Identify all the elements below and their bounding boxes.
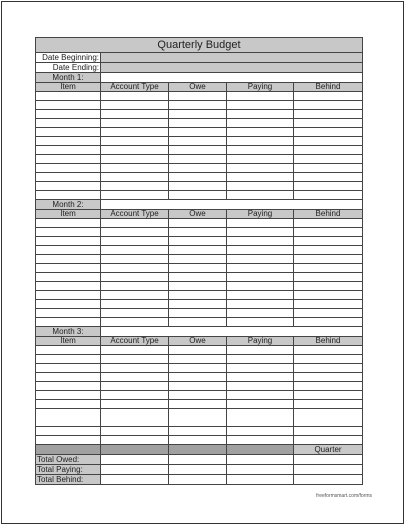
column-header: Paying: [227, 337, 294, 346]
table-cell[interactable]: [101, 246, 169, 255]
table-cell[interactable]: [101, 291, 169, 300]
table-cell[interactable]: [101, 282, 169, 291]
table-row: [35, 309, 363, 318]
table-cell[interactable]: [227, 255, 294, 264]
table-cell[interactable]: [169, 191, 227, 200]
table-cell[interactable]: [101, 309, 169, 318]
table-cell[interactable]: [35, 173, 101, 182]
table-cell[interactable]: [227, 400, 294, 409]
table-cell[interactable]: [294, 309, 363, 318]
table-row: [35, 92, 363, 101]
table-cell[interactable]: [169, 382, 227, 391]
table-cell[interactable]: [227, 364, 294, 373]
table-cell[interactable]: [227, 191, 294, 200]
table-row: [35, 427, 363, 436]
table-cell[interactable]: [35, 228, 101, 237]
table-row: [35, 264, 363, 273]
table-cell[interactable]: [227, 373, 294, 382]
table-cell[interactable]: [169, 309, 227, 318]
column-header: Owe: [169, 337, 227, 346]
table-cell[interactable]: [227, 436, 294, 445]
total-cell[interactable]: [227, 465, 294, 475]
table-cell[interactable]: [294, 264, 363, 273]
table-cell[interactable]: [101, 137, 169, 146]
column-header: Behind: [294, 210, 363, 219]
month-header-row: [35, 73, 363, 83]
table-cell[interactable]: [101, 219, 169, 228]
table-row: [35, 119, 363, 128]
table-row: [35, 409, 363, 427]
table-row: [35, 282, 363, 291]
table-cell[interactable]: [227, 346, 294, 355]
column-header: Owe: [169, 83, 227, 92]
month-blank: [101, 327, 363, 337]
table-cell[interactable]: [227, 309, 294, 318]
total-cell[interactable]: [101, 475, 169, 485]
table-cell[interactable]: [169, 391, 227, 400]
table-cell[interactable]: [169, 373, 227, 382]
table-cell[interactable]: [35, 246, 101, 255]
table-cell[interactable]: [101, 355, 169, 364]
table-cell[interactable]: [169, 137, 227, 146]
table-cell[interactable]: [35, 119, 101, 128]
table-cell[interactable]: [227, 382, 294, 391]
table-row: [35, 146, 363, 155]
quarter-label: Quarter: [294, 445, 363, 455]
table-row: [35, 382, 363, 391]
table-cell[interactable]: [169, 427, 227, 436]
table-cell[interactable]: [101, 427, 169, 436]
table-cell[interactable]: [294, 119, 363, 128]
table-cell[interactable]: [35, 264, 101, 273]
table-cell[interactable]: [35, 137, 101, 146]
column-header: Item: [35, 83, 101, 92]
table-cell[interactable]: [294, 137, 363, 146]
table-cell[interactable]: [227, 146, 294, 155]
table-row: [35, 273, 363, 282]
table-cell[interactable]: [169, 273, 227, 282]
table-row: [35, 346, 363, 355]
table-cell[interactable]: [169, 228, 227, 237]
table-cell[interactable]: [35, 237, 101, 246]
table-cell[interactable]: [35, 318, 101, 327]
table-cell[interactable]: [35, 182, 101, 191]
total-cell[interactable]: [169, 475, 227, 485]
table-cell[interactable]: [169, 364, 227, 373]
quarter-row: [35, 445, 363, 455]
table-cell[interactable]: [294, 237, 363, 246]
table-cell[interactable]: [35, 364, 101, 373]
table-cell[interactable]: [294, 255, 363, 264]
table-cell[interactable]: [294, 409, 363, 427]
table-cell[interactable]: [35, 391, 101, 400]
table-cell[interactable]: [101, 391, 169, 400]
column-header: Item: [35, 337, 101, 346]
table-cell[interactable]: [227, 264, 294, 273]
month-blank: [101, 200, 363, 210]
table-cell[interactable]: [35, 128, 101, 137]
table-cell[interactable]: [294, 191, 363, 200]
table-cell[interactable]: [101, 119, 169, 128]
table-cell[interactable]: [294, 128, 363, 137]
total-cell[interactable]: [294, 465, 363, 475]
table-row: [35, 318, 363, 327]
table-row: [35, 164, 363, 173]
table-cell[interactable]: [169, 128, 227, 137]
column-header: Account Type: [101, 210, 169, 219]
month-label: Month 2:: [35, 200, 101, 210]
table-cell[interactable]: [101, 92, 169, 101]
table-cell[interactable]: [294, 110, 363, 119]
total-label: Total Behind:: [35, 475, 101, 485]
table-cell[interactable]: [294, 282, 363, 291]
table-cell[interactable]: [35, 282, 101, 291]
month-header-row: [35, 200, 363, 210]
table-cell[interactable]: [35, 255, 101, 264]
table-cell[interactable]: [101, 128, 169, 137]
table-cell[interactable]: [35, 346, 101, 355]
column-header: Item: [35, 210, 101, 219]
table-cell[interactable]: [227, 92, 294, 101]
table-cell[interactable]: [169, 409, 227, 427]
table-cell[interactable]: [35, 427, 101, 436]
total-row: [35, 475, 363, 485]
table-cell[interactable]: [227, 110, 294, 119]
table-cell[interactable]: [101, 346, 169, 355]
total-cell[interactable]: [169, 455, 227, 465]
table-cell[interactable]: [169, 246, 227, 255]
month-header-row: [35, 327, 363, 337]
table-cell[interactable]: [101, 373, 169, 382]
table-row: [35, 101, 363, 110]
table-cell[interactable]: [227, 128, 294, 137]
table-cell[interactable]: [35, 355, 101, 364]
table-row: [35, 182, 363, 191]
table-cell[interactable]: [294, 182, 363, 191]
month-label: Month 1:: [35, 73, 101, 83]
table-cell[interactable]: [294, 300, 363, 309]
table-row: [35, 237, 363, 246]
table-row: [35, 255, 363, 264]
table-cell[interactable]: [169, 282, 227, 291]
table-cell[interactable]: [294, 373, 363, 382]
table-cell[interactable]: [294, 228, 363, 237]
table-row: [35, 155, 363, 164]
table-row: [35, 400, 363, 409]
table-row: [35, 173, 363, 182]
column-header-row: [35, 210, 363, 219]
table-cell[interactable]: [227, 355, 294, 364]
table-cell[interactable]: [101, 382, 169, 391]
table-cell[interactable]: [169, 219, 227, 228]
date-beginning-row: [35, 53, 363, 63]
total-cell[interactable]: [227, 455, 294, 465]
table-cell[interactable]: [101, 191, 169, 200]
total-row: [35, 465, 363, 475]
table-row: [35, 364, 363, 373]
table-cell[interactable]: [169, 255, 227, 264]
column-header: Paying: [227, 83, 294, 92]
table-cell[interactable]: [227, 237, 294, 246]
table-cell[interactable]: [169, 237, 227, 246]
footer-text: freeformsmart.com/forms: [316, 493, 372, 499]
table-cell[interactable]: [35, 101, 101, 110]
table-cell[interactable]: [227, 291, 294, 300]
column-header: Account Type: [101, 337, 169, 346]
table-cell[interactable]: [35, 146, 101, 155]
table-cell[interactable]: [101, 300, 169, 309]
table-cell[interactable]: [227, 182, 294, 191]
table-cell[interactable]: [294, 92, 363, 101]
column-header-row: [35, 83, 363, 92]
table-cell[interactable]: [227, 300, 294, 309]
table-cell[interactable]: [35, 110, 101, 119]
table-cell[interactable]: [169, 355, 227, 364]
table-cell[interactable]: [169, 173, 227, 182]
total-cell[interactable]: [101, 455, 169, 465]
table-cell[interactable]: [169, 291, 227, 300]
date-beginning-field[interactable]: [101, 53, 363, 63]
table-cell[interactable]: [101, 228, 169, 237]
column-header: Account Type: [101, 83, 169, 92]
column-header: Behind: [294, 337, 363, 346]
date-beginning-label: Date Beginning:: [35, 53, 101, 63]
budget-sheet: [35, 37, 363, 485]
table-cell[interactable]: [101, 409, 169, 427]
table-cell[interactable]: [35, 300, 101, 309]
months-container: [35, 73, 363, 445]
table-cell[interactable]: [294, 155, 363, 164]
table-cell[interactable]: [227, 282, 294, 291]
total-cell[interactable]: [169, 465, 227, 475]
table-cell[interactable]: [294, 364, 363, 373]
table-cell[interactable]: [169, 264, 227, 273]
table-cell[interactable]: [169, 182, 227, 191]
table-cell[interactable]: [294, 382, 363, 391]
table-cell[interactable]: [101, 400, 169, 409]
table-cell[interactable]: [35, 291, 101, 300]
date-ending-label: Date Ending:: [35, 63, 101, 73]
table-cell[interactable]: [169, 300, 227, 309]
table-cell[interactable]: [35, 400, 101, 409]
column-header: Owe: [169, 210, 227, 219]
table-cell[interactable]: [294, 273, 363, 282]
date-ending-row: [35, 63, 363, 73]
table-cell[interactable]: [35, 436, 101, 445]
total-cell[interactable]: [294, 475, 363, 485]
table-row: [35, 391, 363, 400]
table-row: [35, 291, 363, 300]
table-cell[interactable]: [101, 173, 169, 182]
total-cell[interactable]: [101, 465, 169, 475]
table-row: [35, 300, 363, 309]
table-cell[interactable]: [101, 237, 169, 246]
table-cell[interactable]: [35, 155, 101, 164]
table-cell[interactable]: [294, 219, 363, 228]
table-cell[interactable]: [227, 228, 294, 237]
table-cell[interactable]: [227, 155, 294, 164]
table-cell[interactable]: [227, 173, 294, 182]
table-cell[interactable]: [169, 110, 227, 119]
table-cell[interactable]: [294, 146, 363, 155]
totals-container: [35, 455, 363, 485]
table-cell[interactable]: [101, 110, 169, 119]
table-cell[interactable]: [294, 164, 363, 173]
date-ending-field[interactable]: [101, 63, 363, 73]
table-cell[interactable]: [101, 436, 169, 445]
total-cell[interactable]: [227, 475, 294, 485]
table-cell[interactable]: [227, 409, 294, 427]
table-cell[interactable]: [101, 364, 169, 373]
table-cell[interactable]: [227, 391, 294, 400]
table-cell[interactable]: [294, 291, 363, 300]
table-cell[interactable]: [169, 164, 227, 173]
table-cell[interactable]: [101, 273, 169, 282]
month-blank: [101, 73, 363, 83]
total-cell[interactable]: [294, 455, 363, 465]
total-label: Total Paying:: [35, 465, 101, 475]
table-cell[interactable]: [35, 309, 101, 318]
table-row: [35, 228, 363, 237]
table-cell[interactable]: [169, 318, 227, 327]
table-cell[interactable]: [227, 219, 294, 228]
table-cell[interactable]: [227, 101, 294, 110]
table-cell[interactable]: [294, 246, 363, 255]
table-cell[interactable]: [101, 255, 169, 264]
table-row: [35, 191, 363, 200]
column-header-row: [35, 337, 363, 346]
table-cell[interactable]: [227, 119, 294, 128]
table-cell[interactable]: [35, 164, 101, 173]
table-cell[interactable]: [169, 436, 227, 445]
table-row: [35, 110, 363, 119]
month-label: Month 3:: [35, 327, 101, 337]
table-cell[interactable]: [294, 346, 363, 355]
table-cell[interactable]: [101, 101, 169, 110]
table-cell[interactable]: [101, 318, 169, 327]
table-cell[interactable]: [294, 400, 363, 409]
table-cell[interactable]: [169, 92, 227, 101]
table-cell[interactable]: [227, 273, 294, 282]
table-cell[interactable]: [169, 346, 227, 355]
column-header: Paying: [227, 210, 294, 219]
table-cell[interactable]: [35, 409, 101, 427]
table-row: [35, 128, 363, 137]
table-cell[interactable]: [169, 400, 227, 409]
table-cell[interactable]: [227, 246, 294, 255]
table-cell[interactable]: [294, 318, 363, 327]
table-cell[interactable]: [227, 318, 294, 327]
table-cell[interactable]: [35, 92, 101, 101]
table-cell[interactable]: [169, 146, 227, 155]
table-cell[interactable]: [35, 219, 101, 228]
table-row: [35, 246, 363, 255]
table-row: [35, 137, 363, 146]
table-cell[interactable]: [227, 164, 294, 173]
table-cell[interactable]: [294, 391, 363, 400]
table-cell[interactable]: [101, 182, 169, 191]
table-row: [35, 219, 363, 228]
table-cell[interactable]: [35, 373, 101, 382]
total-label: Total Owed:: [35, 455, 101, 465]
table-cell[interactable]: [294, 173, 363, 182]
table-cell[interactable]: [169, 155, 227, 164]
table-cell[interactable]: [35, 382, 101, 391]
table-cell[interactable]: [227, 137, 294, 146]
table-cell[interactable]: [294, 101, 363, 110]
table-cell[interactable]: [294, 355, 363, 364]
table-cell[interactable]: [169, 119, 227, 128]
total-row: [35, 455, 363, 465]
table-cell[interactable]: [169, 101, 227, 110]
table-cell[interactable]: [101, 146, 169, 155]
table-row: [35, 373, 363, 382]
table-cell[interactable]: [35, 273, 101, 282]
table-cell[interactable]: [35, 191, 101, 200]
column-header: Behind: [294, 83, 363, 92]
table-cell[interactable]: [294, 436, 363, 445]
table-cell[interactable]: [101, 155, 169, 164]
table-cell[interactable]: [294, 427, 363, 436]
table-cell[interactable]: [227, 427, 294, 436]
table-row: [35, 355, 363, 364]
table-cell[interactable]: [101, 164, 169, 173]
table-cell[interactable]: [101, 264, 169, 273]
table-row: [35, 436, 363, 445]
sheet-title: Quarterly Budget: [35, 37, 363, 53]
